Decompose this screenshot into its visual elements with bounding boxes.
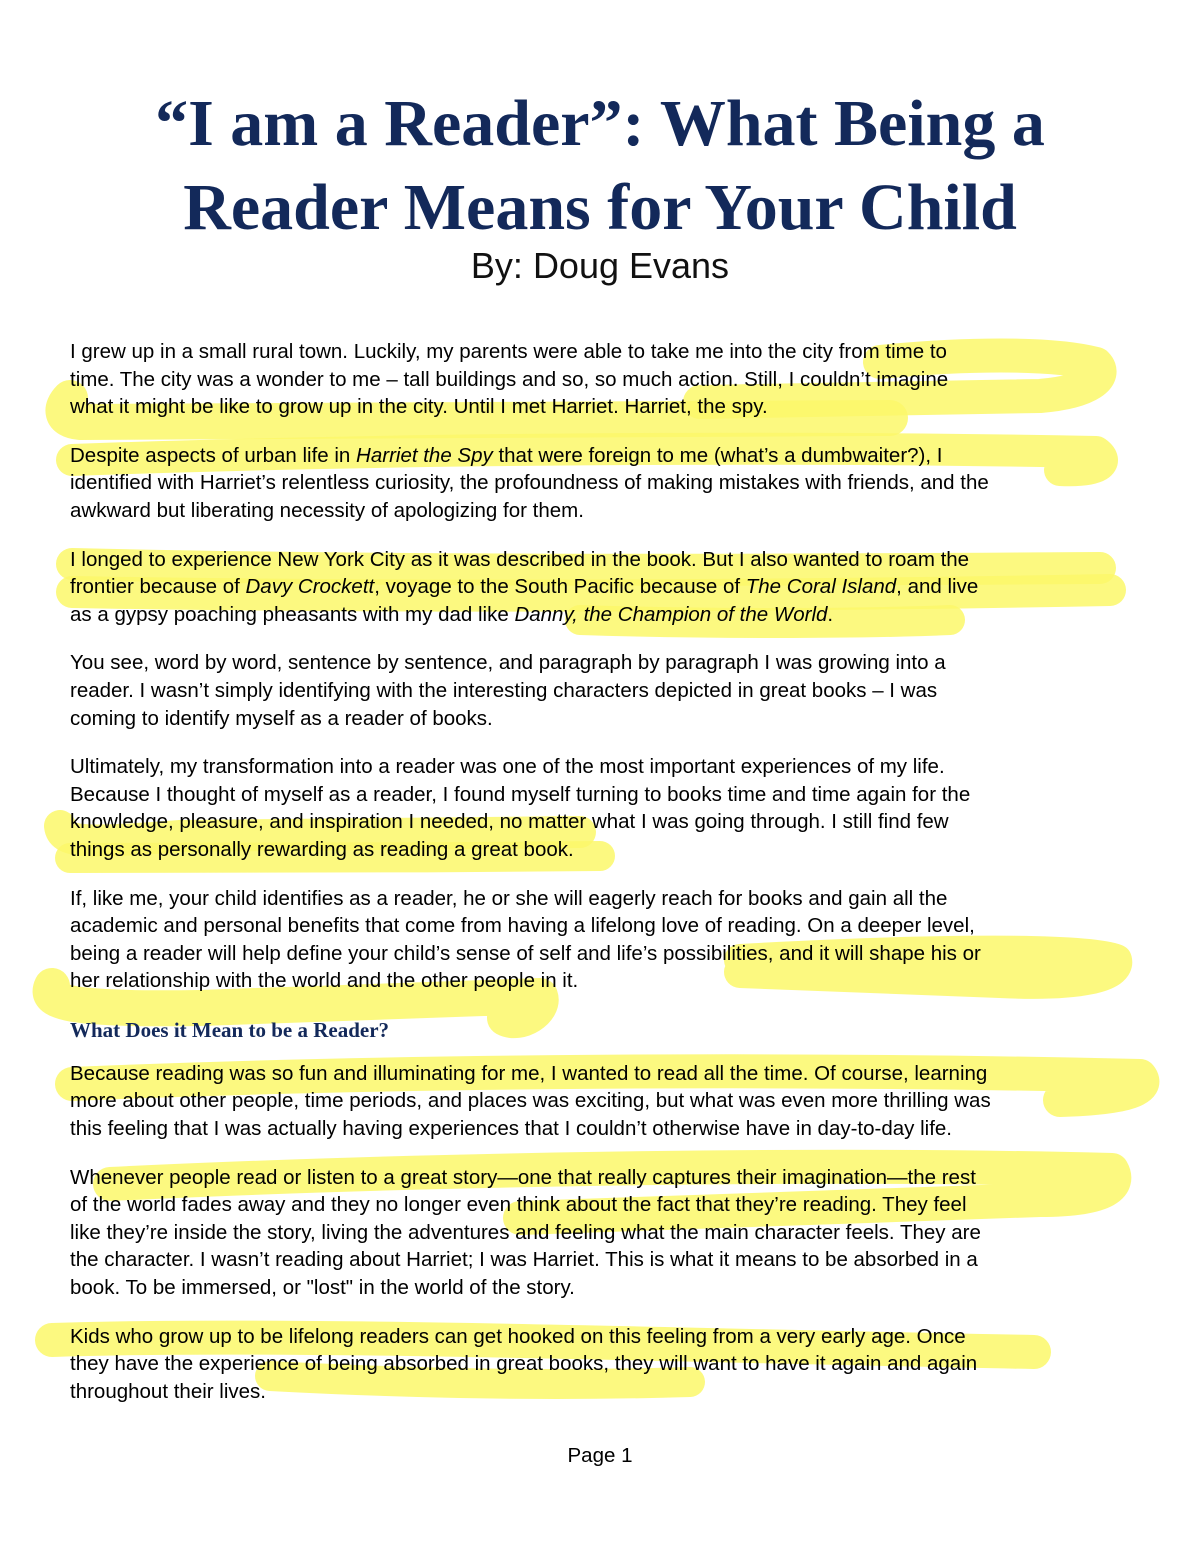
book-title: Danny, the Champion of the World — [514, 602, 828, 626]
paragraph: Whenever people read or listen to a great story—one that really captures their imagination—the rest of the world fades away and they no longer even think about the fact that they’re reading. They feel like they’re inside the story, living the adventures and feeling what the main character feels. They are the character. I wasn’t reading about Harriet; I was Harriet. This is what it means to be absorbed in a book. To be immersed, or "lost" in the world of the story. — [70, 1165, 981, 1300]
author-byline: By: Doug Evans — [470, 245, 730, 286]
book-title: Harriet the Spy — [356, 443, 493, 467]
book-title: The Coral Island — [745, 575, 897, 599]
title-line: Reader Means for Your Child — [183, 171, 1017, 244]
paragraph: I grew up in a small rural town. Luckily, my parents were able to take me into the city from time to time. The city was a wonder to me – tall buildings and so, so much action. Still, I couldn’t imagine what it might be like to grow up in the city. Until I met Harriet. Harriet, the spy. — [70, 340, 949, 419]
paragraph: Because reading was so fun and illuminating for me, I wanted to read all the time. Of course, learning more about other people, time periods, and places was exciting, but what was even more thrilling was this feeling that I was actually having experiences that I couldn’t otherwise have in day-to-day life. — [70, 1061, 991, 1141]
paragraph: If, like me, your child identifies as a reader, he or she will eagerly reach for books and gain all the academic and personal benefits that come from having a lifelong love of reading. On a deeper level, being a reader will help define your child’s sense of self and life’s possibilities, and it will shape his or her relationship with the world and the other people in it. — [70, 886, 981, 993]
paragraph: Despite aspects of urban life in Harriet the Spy that were foreign to me (what’s a dumbwaiter?), I identified with Harriet’s relentless curiosity, the profoundness of making mistakes with friends, and the awkward but liberating necessity of apologizing for them. — [70, 443, 989, 522]
document-title — [0, 82, 1200, 250]
page-number: Page 1 — [567, 1444, 633, 1467]
article-body — [70, 338, 1150, 1426]
paragraph: You see, word by word, sentence by sentence, and paragraph by paragraph I was growing into a reader. I wasn’t simply identifying with the interesting characters depicted in great books – I was coming to identify myself as a reader of books. — [70, 651, 946, 730]
paragraph: I longed to experience New York City as it was described in the book. But I also wanted to roam the frontier because of Davy Crockett, voyage to the South Pacific because of The Coral Island, and live as a gypsy poaching pheasants with my dad like Danny, the Champion of the World. — [70, 547, 979, 626]
book-title: Davy Crockett — [245, 575, 375, 599]
section-heading: What Does it Mean to be a Reader? — [70, 1017, 390, 1042]
paragraph: Ultimately, my transformation into a reader was one of the most important experiences of my life. Because I thought of myself as a reader, I found myself turning to books time and time again for the knowledge, pleasure, and inspiration I needed, no matter what I was going through. I still find few things as personally rewarding as reading a great book. — [70, 755, 971, 861]
title-line: “I am a Reader”: What Being a — [155, 87, 1045, 160]
paragraph: Kids who grow up to be lifelong readers can get hooked on this feeling from a very early age. Once they have the experience of being absorbed in great books, they will want to have it again and again throughout their lives. — [70, 1324, 978, 1403]
